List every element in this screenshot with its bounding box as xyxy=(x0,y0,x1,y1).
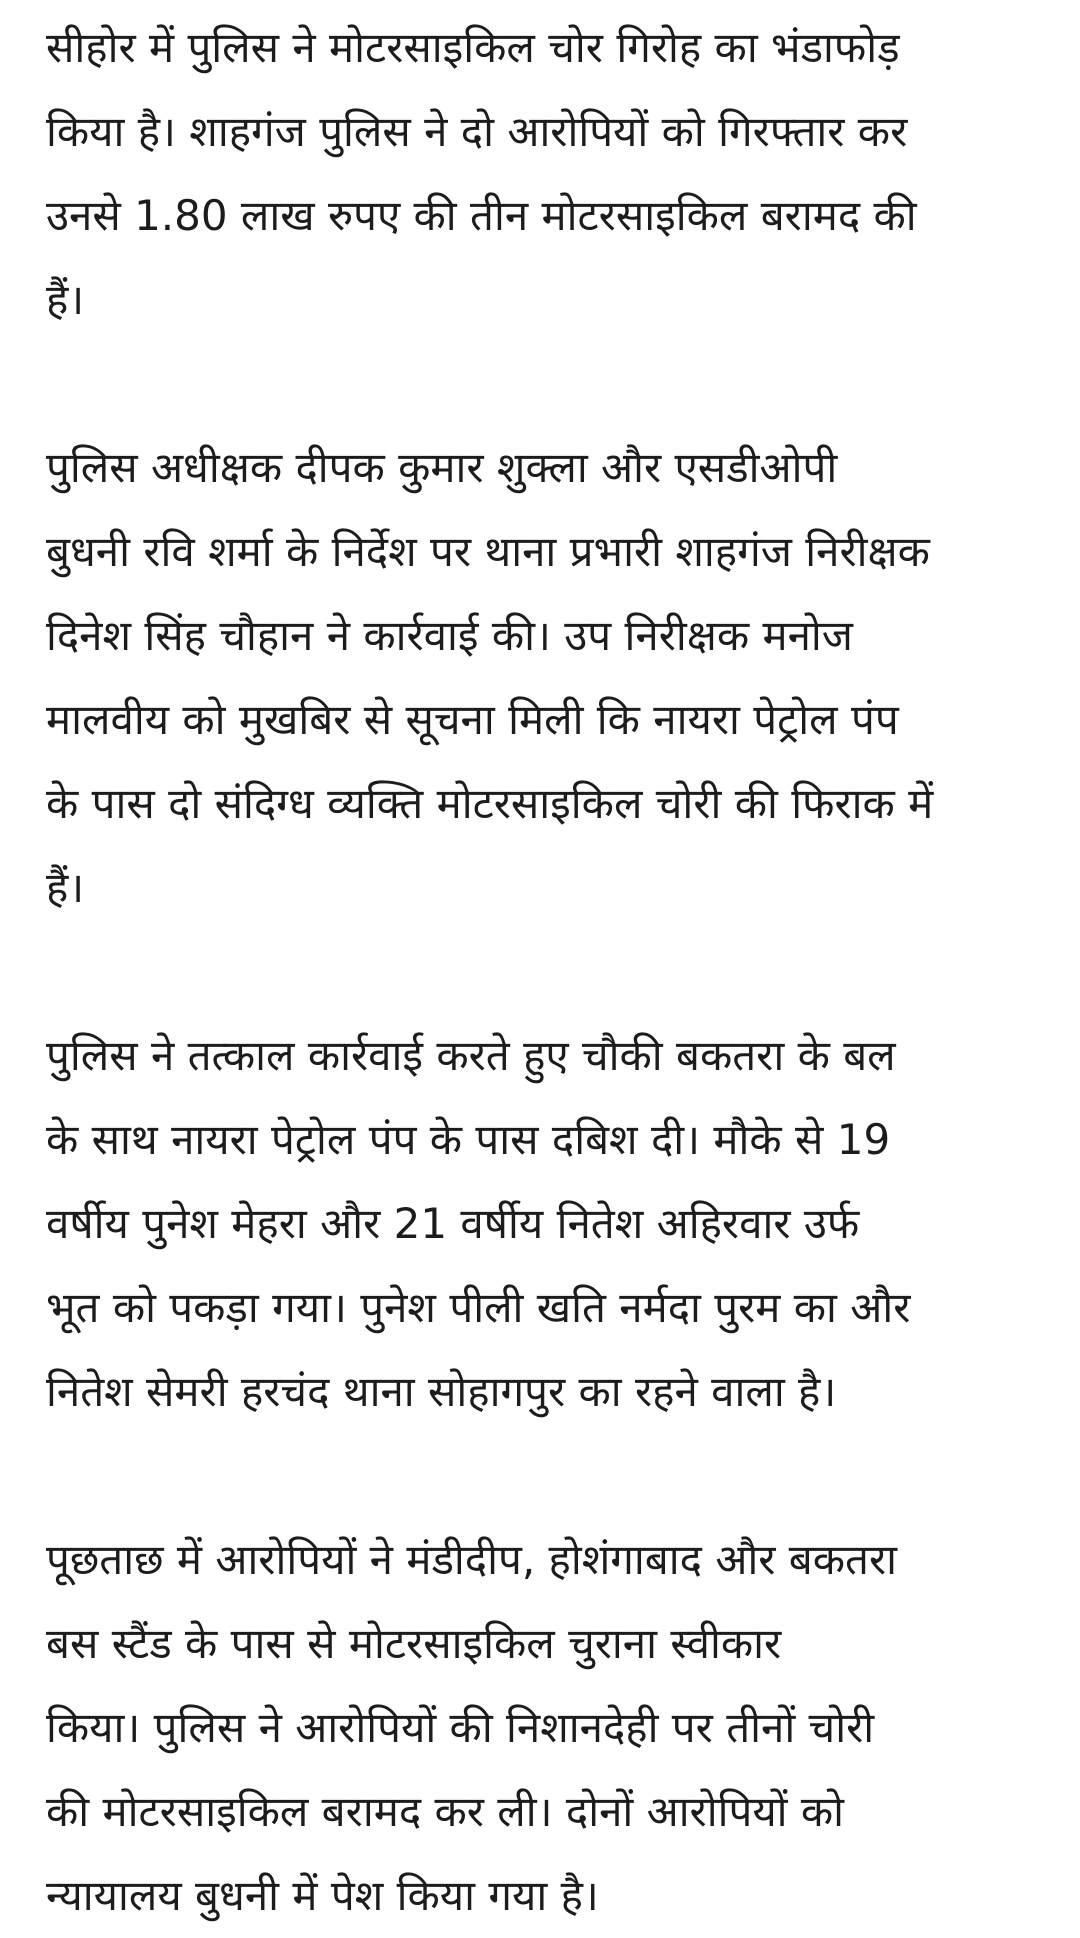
paragraph-4 xyxy=(46,1518,1046,1938)
paragraph-line: के साथ नायरा पेट्रोल पंप के पास दबिश दी। मौके से 19 xyxy=(46,1115,891,1164)
paragraph-line: हैं। xyxy=(46,863,85,912)
paragraph-line: वर्षीय पुनेश मेहरा और 21 वर्षीय नितेश अहिरवार उर्फ xyxy=(46,1199,860,1248)
paragraph-2 xyxy=(46,426,1046,930)
paragraph-line: मालवीय को मुखबिर से सूचना मिली कि नायरा पेट्रोल पंप xyxy=(46,695,899,744)
paragraph-line: हैं। xyxy=(46,275,85,324)
paragraph-line: सीहोर में पुलिस ने मोटरसाइकिल चोर गिरोह का भंडाफोड़ xyxy=(46,23,900,72)
paragraph-line: की मोटरसाइकिल बरामद कर ली। दोनों आरोपियों को xyxy=(46,1787,845,1836)
paragraph-line: किया है। शाहगंज पुलिस ने दो आरोपियों को गिरफ्तार कर xyxy=(46,107,908,156)
paragraph-line: पुलिस अधीक्षक दीपक कुमार शुक्ला और एसडीओपी xyxy=(46,443,838,492)
paragraph-line: नितेश सेमरी हरचंद थाना सोहागपुर का रहने वाला है। xyxy=(46,1367,837,1416)
paragraph-line: के पास दो संदिग्ध व्यक्ति मोटरसाइकिल चोरी की फिराक में xyxy=(46,779,934,828)
paragraph-line: बुधनी रवि शर्मा के निर्देश पर थाना प्रभारी शाहगंज निरीक्षक xyxy=(46,527,930,576)
paragraph-line: दिनेश सिंह चौहान ने कार्रवाई की। उप निरीक्षक मनोज xyxy=(46,611,853,660)
paragraph-line: पुलिस ने तत्काल कार्रवाई करते हुए चौकी बकतरा के बल xyxy=(46,1031,896,1080)
paragraph-line: किया। पुलिस ने आरोपियों की निशानदेही पर तीनों चोरी xyxy=(46,1703,875,1752)
paragraph-line: पूछताछ में आरोपियों ने मंडीदीप, होशंगाबाद और बकतरा xyxy=(46,1535,898,1584)
paragraph-1 xyxy=(46,6,1046,342)
paragraph-line: भूत को पकड़ा गया। पुनेश पीली खति नर्मदा पुरम का और xyxy=(46,1283,911,1332)
paragraph-line: बस स्टैंड के पास से मोटरसाइकिल चुराना स्वीकार xyxy=(46,1619,782,1668)
paragraph-line: उनसे 1.80 लाख रुपए की तीन मोटरसाइकिल बरामद की xyxy=(46,191,917,240)
paragraph-3 xyxy=(46,1014,1046,1434)
paragraph-line: न्यायालय बुधनी में पेश किया गया है। xyxy=(46,1871,599,1920)
article-body xyxy=(46,6,1046,1938)
